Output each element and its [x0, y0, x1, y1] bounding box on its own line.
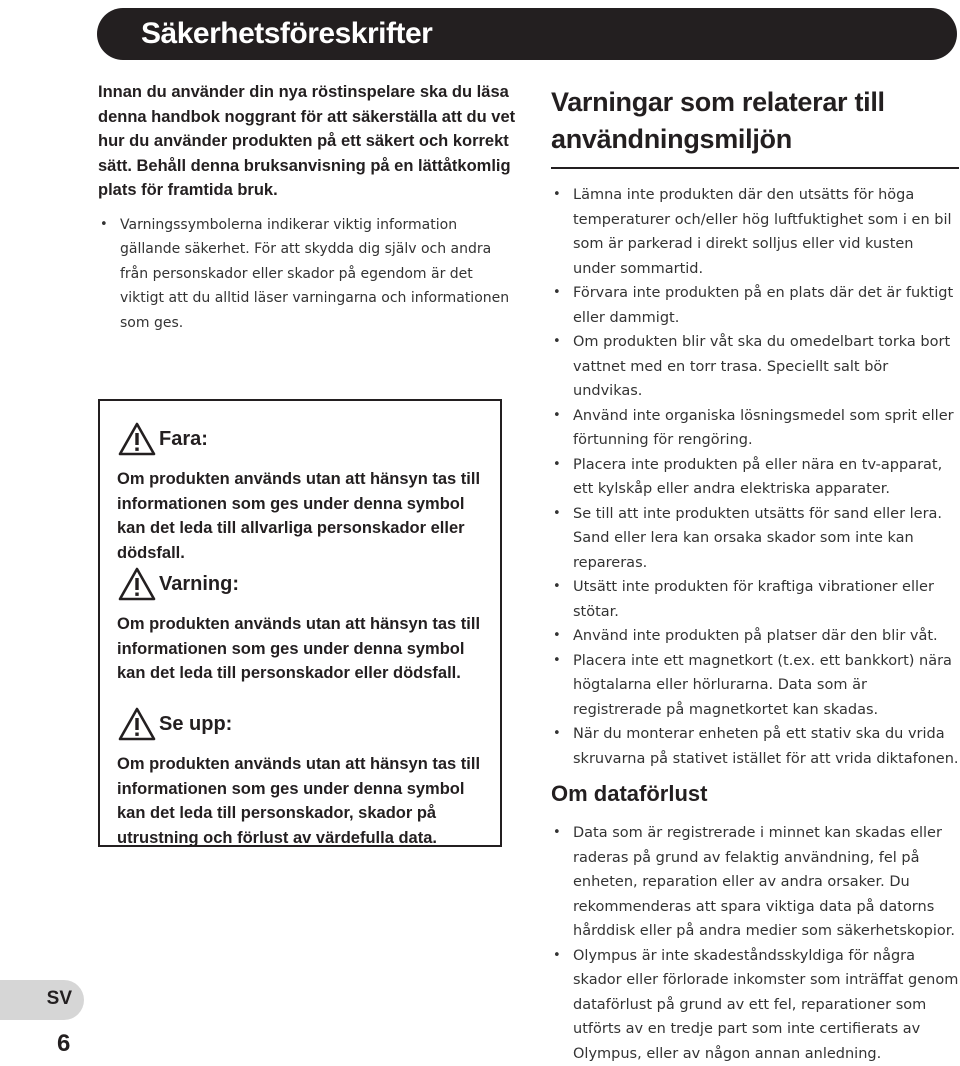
list-item: • Förvara inte produkten på en plats där det är fuktigt eller dammigt. — [551, 281, 959, 330]
list-item: • Varningssymbolerna indikerar viktig information gällande säkerhet. För att skydda dig själv och andra från personskador eller skador på egendom är det viktigt att du alltid läser varningarna och informationen som ges. — [98, 213, 518, 336]
list-item: • Olympus är inte skadeståndsskyldiga för några skador eller förlorade inkomster som inträffat genom dataförlust på grund av ett fel, reparationer som utförts av en tredje part som inte certifierats av Olympus, eller av någon annan anledning. — [551, 944, 959, 1066]
environment-heading: Varningar som relaterar till användningsmiljön — [551, 84, 959, 158]
page-title: Säkerhetsföreskrifter — [141, 17, 432, 51]
left-bullet-list — [98, 213, 518, 336]
page-number: 6 — [57, 1030, 70, 1058]
list-item: • Placera inte produkten på eller nära en tv-apparat, ett kylskåp eller andra elektriska apparater. — [551, 453, 959, 502]
list-item: • När du monterar enheten på ett stativ ska du vrida skruvarna på stativet istället för att vrida diktafonen. — [551, 722, 959, 771]
danger-label: Fara: — [159, 428, 208, 451]
warning-triangle-icon — [117, 566, 157, 602]
right-column — [551, 84, 959, 1066]
intro-paragraph: Innan du använder din nya röstinspelare ska du läsa denna handbok noggrant för att säkerställa att du vet hur du använder produkten på ett säkert och korrekt sätt. Behåll denna bruksanvisning på en lättåtkomlig plats för framtida bruk. — [98, 80, 518, 203]
environment-bullet-list — [551, 183, 959, 771]
data-loss-bullet-list — [551, 821, 959, 1066]
title-bar — [97, 8, 957, 60]
language-label: SV — [47, 988, 72, 1010]
data-loss-heading: Om dataförlust — [551, 781, 959, 807]
caution-label: Se upp: — [159, 713, 232, 736]
heading-divider — [551, 167, 959, 169]
caution-section — [117, 704, 497, 850]
list-item: • Data som är registrerade i minnet kan skadas eller raderas på grund av felaktig användning, fel på enheten, reparation eller av andra orsaker. Du rekommenderas att spara viktiga data på datorns hårddisk eller på andra medier som säkerhetskopior. — [551, 821, 959, 944]
list-item: • Lämna inte produkten där den utsätts för höga temperaturer och/eller hög luftfuktighet som i en bil som är parkerad i direkt solljus eller vid kusten under sommartid. — [551, 183, 959, 281]
list-item: • Placera inte ett magnetkort (t.ex. ett bankkort) nära högtalarna eller hörlurarna. Data som är registrerade på magnetkortet kan skadas. — [551, 649, 959, 723]
list-item: • Använd inte produkten på platser där den blir våt. — [551, 624, 959, 649]
warning-triangle-icon — [117, 421, 157, 457]
warning-box — [98, 399, 502, 847]
warning-section — [117, 564, 497, 686]
warning-triangle-icon — [117, 706, 157, 742]
danger-section — [117, 419, 497, 565]
caution-text: Om produkten används utan att hänsyn tas till informationen som ges under denna symbol kan det leda till personskador, skador på utrustning och förlust av värdefulla data. — [117, 752, 497, 850]
warning-text: Om produkten används utan att hänsyn tas till informationen som ges under denna symbol kan det leda till personskador eller dödsfall. — [117, 612, 497, 686]
language-tab — [0, 980, 84, 1020]
danger-text: Om produkten används utan att hänsyn tas till informationen som ges under denna symbol kan det leda till allvarliga personskador eller dödsfall. — [117, 467, 497, 565]
left-column — [98, 80, 518, 335]
list-item: • Se till att inte produkten utsätts för sand eller lera. Sand eller lera kan orsaka skador som inte kan repareras. — [551, 502, 959, 576]
list-item: • Om produkten blir våt ska du omedelbart torka bort vattnet med en torr trasa. Speciellt salt bör undvikas. — [551, 330, 959, 404]
list-item: • Använd inte organiska lösningsmedel som sprit eller förtunning för rengöring. — [551, 404, 959, 453]
list-item: • Utsätt inte produkten för kraftiga vibrationer eller stötar. — [551, 575, 959, 624]
warning-label: Varning: — [159, 573, 239, 596]
